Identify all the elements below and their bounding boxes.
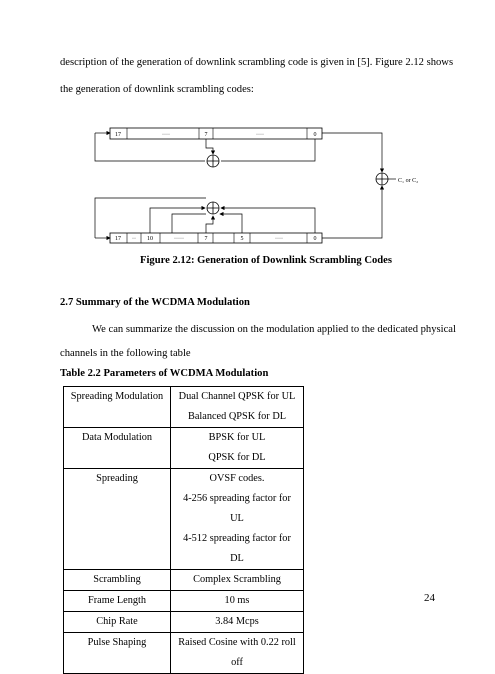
parameter-value-cell [171,387,304,428]
parameter-value-line: Balanced QPSK for DL [187,411,287,422]
table-row [64,633,304,674]
table-row [64,591,304,612]
table-row [64,570,304,591]
section-heading: 2.7 Summary of the WCDMA Modulation [60,297,250,308]
wcdma-parameters-table [63,386,304,674]
parameter-value-cell [171,570,304,591]
parameter-name-cell: Chip Rate [64,612,171,633]
parameter-value-line: Complex Scrambling [193,574,281,585]
top-cell-7: 7 [204,132,208,138]
table-row [64,469,304,570]
parameter-value-cell [171,591,304,612]
top-xor-symbol [207,155,219,167]
parameter-name-cell: Pulse Shaping [64,633,171,674]
parameter-value-line: 3.84 Mcps [215,616,259,627]
parameter-name-cell: Spreading Modulation [64,387,171,428]
parameter-value-cell [171,633,304,674]
parameter-value-line: Raised Cosine with 0.22 roll off [178,637,296,668]
parameter-value-cell [171,428,304,469]
bottom-cell-dots-2: ····· [174,236,184,242]
figure-caption: Figure 2.12: Generation of Downlink Scrambling Codes [140,255,392,266]
bottom-cell-dots-3: ···· [275,236,283,242]
bottom-cell-0: 0 [313,236,317,242]
table-row [64,428,304,469]
top-cell-dots-1: ···· [162,132,170,138]
top-cell-0: 0 [313,132,317,138]
top-cell-17: 17 [115,132,121,138]
parameter-name-cell: Data Modulation [64,428,171,469]
bottom-shift-register [110,233,322,243]
parameter-value-line: BPSK for UL [208,432,266,443]
bottom-register-labels [115,236,317,242]
intro-line-1: description of the generation of downlink scrambling code is given in [5]. Figure 2.12 shows [60,57,454,68]
bottom-cell-dots-1: ·· [132,236,136,242]
bottom-cell-5: 5 [240,236,244,242]
intro-line-2: the generation of downlink scrambling codes: [60,84,254,95]
bottom-cell-17: 17 [115,236,121,242]
output-xor-symbol [376,173,388,185]
table-row [64,387,304,428]
bottom-cell-10: 10 [147,236,153,242]
section-para-line-2: channels in the following table [60,348,191,359]
bottom-feedback-line [95,198,206,238]
scrambling-code-generator-diagram [0,0,495,280]
table-row [64,612,304,633]
top-feedback-line [95,133,205,161]
parameter-value-line: 4-512 spreading factor for DL [183,533,291,564]
table-title: Table 2.2 Parameters of WCDMA Modulation [60,368,269,379]
bottom-cell-7: 7 [204,236,208,242]
parameter-value-cell [171,469,304,570]
parameter-value-line: Dual Channel QPSK for UL [178,391,296,402]
parameter-value-line: QPSK for DL [208,452,266,463]
parameter-name-cell: Frame Length [64,591,171,612]
output-label: C₁ or C₂ [398,178,419,184]
top-register-labels [115,132,317,138]
parameter-value-cell [171,612,304,633]
page-number: 24 [424,592,435,604]
parameter-name-cell: Spreading [64,469,171,570]
parameter-value-line: OVSF codes. [209,473,265,484]
section-para-line-1: We can summarize the discussion on the modulation applied to the dedicated physical [92,324,456,335]
parameter-name-cell: Scrambling [64,570,171,591]
top-cell-dots-2: ···· [256,132,264,138]
bottom-xor-symbol [207,202,219,214]
parameter-value-line: 10 ms [224,595,250,606]
top-shift-register [110,128,322,139]
parameter-value-line: 4-256 spreading factor for UL [183,493,291,524]
